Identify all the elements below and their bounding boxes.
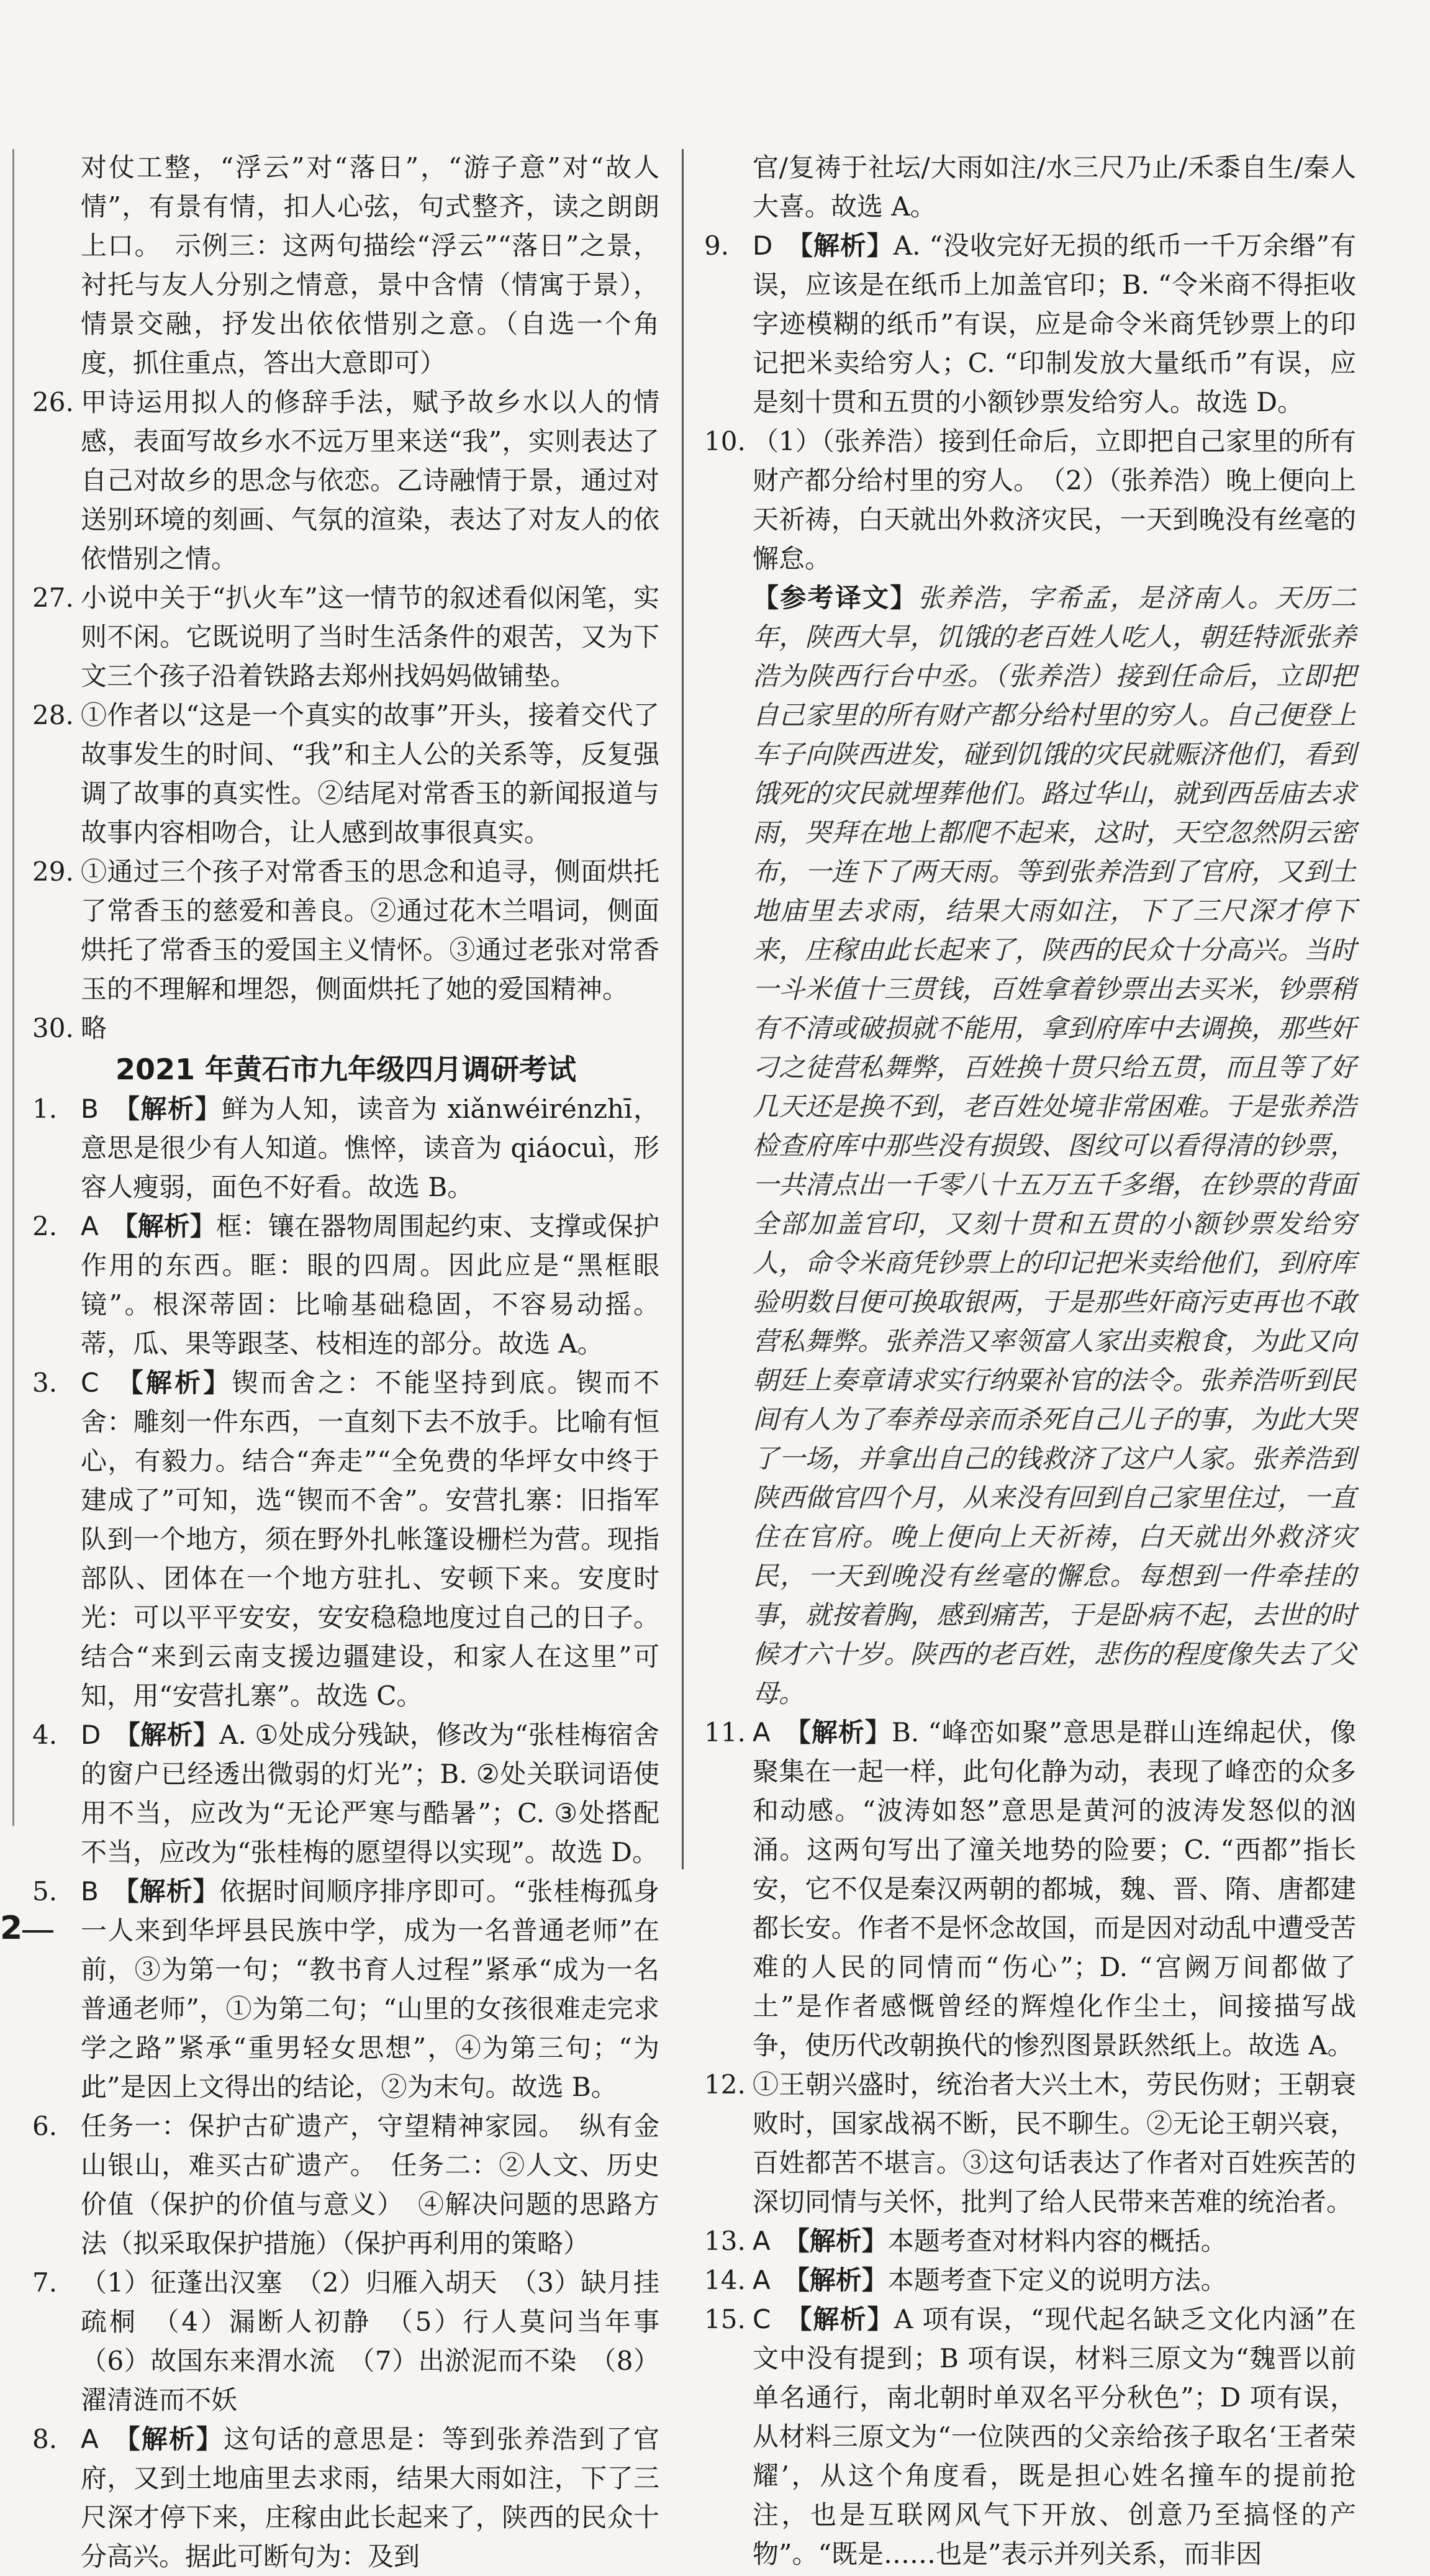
analysis-tag: 【解析】 (800, 230, 894, 261)
item-number: 9. (704, 230, 730, 261)
item-number: 12. (704, 2069, 746, 2100)
answer-letter: A (753, 2265, 771, 2295)
answer-item (704, 2300, 1356, 2574)
item-text: A 项有误，“现代起名缺乏文化内涵”在文中没有提到；B 项有误，材料三原文为“魏晋以前单名通行，南北朝时单双名平分秋色”；D 项有误，从材料三原文为“一位陕西的父亲给孩子取名‘王者荣耀’，从这个角度看，既是担心姓名撞车的提前抢注，也是互联网风气下开放、创意乃至搞怪的产物”。“既是……也是”表示并列关系，而非因 (753, 2304, 1356, 2569)
reference-translation (704, 578, 1356, 1713)
item-number: 15. (704, 2304, 746, 2334)
item-body (81, 1207, 659, 1363)
section-title: 2021 年黄石市九年级四月调研考试 (115, 1053, 577, 1086)
item-number: 2. (32, 1211, 58, 1241)
item-number: 26. (32, 387, 74, 417)
page-number-rule (22, 1930, 53, 1933)
item-body (81, 1363, 659, 1715)
answer-letter: A (753, 2226, 771, 2256)
answer-item (704, 2065, 1356, 2221)
answer-item (704, 1713, 1356, 2065)
answer-item (32, 852, 659, 1009)
answer-item (704, 2261, 1356, 2300)
item-body (81, 1715, 659, 1872)
left-column (32, 148, 686, 2576)
answer-item (704, 422, 1356, 578)
item-text: ①通过三个孩子对常香玉的思念和追寻，侧面烘托了常香玉的慈爱和善良。②通过花木兰唱词，侧面烘托了常香玉的爱国主义情怀。③通过老张对常香玉的不理解和埋怨，侧面烘托了她的爱国精神。 (81, 856, 659, 1004)
item-text: 本题考查对材料内容的概括。 (887, 2226, 1227, 2256)
item-number: 14. (704, 2265, 746, 2295)
answer-item (32, 1363, 659, 1715)
right-column (704, 148, 1356, 2574)
answer-letter: B (81, 1094, 99, 1124)
analysis-tag: 【解析】 (797, 1717, 892, 1748)
item-text: ①王朝兴盛时，统治者大兴土木，劳民伤财；王朝衰败时，国家战祸不断，民不聊生。②无论王朝兴衰，百姓都苦不堪言。③这句话表达了作者对百姓疾苦的深切同情与关怀，批判了给人民带来苦难的统治者。 (753, 2069, 1356, 2217)
analysis-tag: 【解析】 (130, 1367, 232, 1398)
answer-item (32, 1207, 659, 1363)
translation-text: 张养浩，字希孟，是济南人。天历二年，陕西大旱，饥饿的老百姓人吃人，朝廷特派张养浩为陕西行台中丞。（张养浩）接到任命后，立即把自己家里的所有财产都分给村里的穷人。自己便登上车子向陕西进发，碰到饥饿的灾民就赈济他们，看到饿死的灾民就埋葬他们。路过华山，就到西岳庙去求雨，哭拜在地上都爬不起来，这时，天空忽然阴云密布，一连下了两天雨。等到张养浩到了官府，又到土地庙里去求雨，结果大雨如注，下了三尺深才停下来，庄稼由此长起来了，陕西的民众十分高兴。当时一斗米值十三贯钱，百姓拿着钞票出去买米，钞票稍有不清或破损就不能用，拿到府库中去调换，那些奸刁之徒营私舞弊，百姓换十贯只给五贯，而且等了好几天还是换不到，老百姓处境非常困难。于是张养浩检查府库中那些没有损毁、图纹可以看得清的钞票，一共清点出一千零八十五万五千多缗，在钞票的背面全部加盖官印，又刻十贯和五贯的小额钞票发给穷人，命令米商凭钞票上的印记把米卖给他们，到府库验明数目便可换取银两，于是那些奸商污吏再也不敢营私舞弊。张养浩又率领富人家出卖粮食，为此又向朝廷上奏章请求实行纳粟补官的法令。张养浩听到民间有人为了奉养母亲而杀死自己儿子的事，为此大哭了一场，并拿出自己的钱救济了这户人家。张养浩到陕西做官四个月，从来没有回到自己家里住过，一直住在官府。晚上便向上天祈祷，白天就出外救济灾民，一天到晚没有丝毫的懈怠。每想到一件牵挂的事，就按着胸，感到痛苦，于是卧病不起，去世的时候才六十岁。陕西的老百姓，悲伤的程度像失去了父母。 (753, 583, 1356, 1708)
item-number: 4. (32, 1720, 58, 1750)
item-text: 本题考查下定义的说明方法。 (887, 2265, 1227, 2295)
item-text: （1）（张养浩）接到任命后，立即把自己家里的所有财产都分给村里的穷人。 （2）（张养浩）晚上便向上天祈祷，白天就出外救济灾民，一天到晚没有丝毫的懈怠。 (753, 426, 1356, 574)
item-body (753, 2065, 1356, 2221)
item-number: 27. (32, 583, 74, 613)
analysis-tag: 【解析】 (127, 2424, 224, 2454)
item-body (753, 2300, 1356, 2574)
item-body (81, 578, 659, 696)
item-body (753, 2261, 1356, 2300)
answer-item (32, 1009, 659, 1048)
translation-tag: 【参考译文】 (753, 583, 918, 613)
answer-list-right (704, 226, 1356, 578)
item-body (81, 1872, 659, 2107)
item-body (753, 226, 1356, 422)
answer-item (704, 2221, 1356, 2261)
answer-item (32, 2107, 659, 2263)
page-number: 2 (0, 1910, 23, 1947)
analysis-tag: 【解析】 (796, 2226, 888, 2256)
item-body (81, 1009, 659, 1048)
item-text: A. “没收完好无损的纸币一千万余缗”有误，应该是在纸币上加盖官印；B. “令米商不得拒收字迹模糊的纸币”有误，应是命令米商凭钞票上的印记把米卖给穷人；C. “印制发放大量纸币”有误，应是刻十贯和五贯的小额钞票发给穷人。故选 D。 (753, 230, 1356, 417)
answer-letter: A (753, 1717, 771, 1748)
answer-letter: D (81, 1720, 101, 1750)
item-text: ①作者以“这是一个真实的故事”开头，接着交代了故事发生的时间、“我”和主人公的关系等，反复强调了故事的真实性。②结尾对常香玉的新闻报道与故事内容相吻合，让人感到故事很真实。 (81, 700, 659, 848)
answer-letter: A (81, 2424, 99, 2454)
answer-item (32, 2420, 659, 2576)
answer-item (32, 383, 659, 578)
answer-item (32, 2263, 686, 2420)
item-text: 小说中关于“扒火车”这一情节的叙述看似闲笔，实则不闲。它既说明了当时生活条件的艰苦，又为下文三个孩子沿着铁路去郑州找妈妈做铺垫。 (81, 583, 659, 691)
item-number: 8. (32, 2424, 58, 2454)
item-text: 锲而舍之：不能坚持到底。锲而不舍：雕刻一件东西，一直刻下去不放手。比喻有恒心，有毅力。结合“奔走”“全免费的华坪女中终于建成了”可知，选“锲而不舍”。安营扎寨：旧指军队到一个地方，须在野外扎帐篷设栅栏为营。现指部队、团体在一个地方驻扎、安顿下来。安度时光：可以平平安安，安安稳稳地度过自己的日子。结合“来到云南支援边疆建设，和家人在这里”可知，用“安营扎寨”。故选 C。 (81, 1367, 659, 1711)
answer-item (32, 1089, 659, 1207)
answer-letter: D (753, 230, 773, 261)
item-body (81, 1089, 659, 1207)
answer-letter: C (753, 2304, 771, 2334)
item-number: 13. (704, 2226, 746, 2256)
item-number: 3. (32, 1367, 58, 1398)
analysis-tag: 【解析】 (127, 1720, 220, 1750)
binding-edge-line (12, 149, 14, 1826)
item-text: （1）征蓬出汉塞 （2）归雁入胡天 （3）缺月挂疏桐 （4）漏断人初静 （5）行人莫问当年事 （6）故国东来渭水流 （7）出淤泥而不染 （8）濯清涟而不妖 (81, 2267, 686, 2415)
item-body (81, 852, 659, 1009)
answer-list-part2 (32, 1089, 686, 2576)
item-body (753, 2221, 1356, 2261)
item-text: 鲜为人知，读音为 xiǎnwéirénzhī，意思是很少有人知道。憔悴，读音为 qiáocuì，形容人瘦弱，面色不好看。故选 B。 (81, 1094, 659, 1202)
lead-paragraph-right: 官/复祷于社坛/大雨如注/水三尺乃止/禾黍自生/秦人大喜。故选 A。 (753, 152, 1356, 222)
item-number: 7. (32, 2267, 58, 2298)
item-body (81, 2107, 659, 2263)
analysis-tag: 【解析】 (124, 1211, 216, 1241)
item-body (81, 2420, 659, 2576)
column-divider (682, 149, 684, 1869)
answer-list-right-after (704, 1713, 1356, 2574)
answer-item (32, 1715, 659, 1872)
item-number: 5. (32, 1876, 58, 1907)
item-text: 略 (81, 1013, 107, 1043)
answer-item (32, 696, 659, 852)
item-body (81, 696, 659, 852)
answer-item (704, 226, 1356, 422)
item-number: 29. (32, 856, 74, 887)
item-number: 28. (32, 700, 74, 730)
item-body (81, 2263, 686, 2420)
item-text: 甲诗运用拟人的修辞手法，赋予故乡水以人的情感，表面写故乡水不远万里来送“我”，实则表达了自己对故乡的思念与依恋。乙诗融情于景，通过对送别环境的刻画、气氛的渲染，表达了对友人的依依惜别之情。 (81, 387, 659, 574)
item-number: 10. (704, 426, 746, 456)
item-text: B. “峰峦如聚”意思是群山连绵起伏，像聚集在一起一样，此句化静为动，表现了峰峦的众多和动感。“波涛如怒”意思是黄河的波涛发怒似的汹涌。这两句写出了潼关地势的险要；C. “西都”指长安，它不仅是秦汉两朝的都城，魏、晋、隋、唐都建都长安。作者不是怀念故国，而是因对动乱中遭受苦难的人民的同情而“伤心”；D. “宫阙万间都做了土”是作者感慨曾经的辉煌化作尘土，间接描写战争，使历代改朝换代的惨烈图景跃然纸上。故选 A。 (753, 1717, 1356, 2061)
answer-letter: B (81, 1876, 99, 1907)
item-number: 30. (32, 1013, 74, 1043)
item-text: 框：镶在器物周围起约束、支撑或保护作用的东西。眶：眼的四周。因此应是“黑框眼镜”。根深蒂固：比喻基础稳固，不容易动摇。蒂，瓜、果等跟茎、枝相连的部分。故选 A。 (81, 1211, 659, 1359)
item-text: A. ①处成分残缺，修改为“张桂梅宿舍的窗户已经透出微弱的灯光”；B. ②处关联词语使用不当，应改为“无论严寒与酷暑”；C. ③处搭配不当，应改为“张桂梅的愿望得以实现”。故选 D。 (81, 1720, 659, 1867)
item-body (753, 1713, 1356, 2065)
analysis-tag: 【解析】 (799, 2304, 894, 2334)
lead-paragraph: 对仗工整，“浮云”对“落日”，“游子意”对“故人情”，有景有情，扣人心弦，句式整齐，读之朗朗上口。 示例三：这两句描绘“浮云”“落日”之景，衬托与友人分别之情意，景中含情（情寓于景），情景交融，抒发出依依惜别之意。（自选一个角度，抓住重点，答出大意即可） (81, 152, 659, 378)
item-body (753, 422, 1356, 578)
answer-letter: C (81, 1367, 99, 1398)
analysis-tag: 【解析】 (126, 1094, 222, 1124)
answer-item (32, 578, 659, 696)
item-text: 这句话的意思是：等到张养浩到了官府，又到土地庙里去求雨，结果大雨如注，下了三尺深才停下来，庄稼由此长起来了，陕西的民众十分高兴。据此可断句为：及到 (81, 2424, 659, 2572)
item-text: 依据时间顺序排序即可。“张桂梅孤身一人来到华坪县民族中学，成为一名普通老师”在前，③为第一句；“教书育人过程”紧承“成为一名普通老师”，①为第二句；“山里的女孩很难走完求学之路”紧承“重男轻女思想”，④为第三句；“为此”是因上文得出的结论，②为末句。故选 B。 (81, 1876, 659, 2102)
item-number: 1. (32, 1094, 58, 1124)
answer-letter: A (81, 1211, 99, 1241)
item-number: 11. (704, 1717, 746, 1748)
item-number: 6. (32, 2111, 58, 2141)
item-text: 任务一：保护古矿遗产，守望精神家园。 纵有金山银山，难买古矿遗产。 任务二：②人文、历史价值（保护的价值与意义） ④解决问题的思路方法（拟采取保护措施）（保护再利用的策略） (81, 2111, 659, 2259)
answer-item (32, 1872, 659, 2107)
analysis-tag: 【解析】 (796, 2265, 888, 2295)
analysis-tag: 【解析】 (125, 1876, 220, 1907)
answer-list-part1 (32, 383, 659, 1048)
item-body (81, 383, 659, 578)
